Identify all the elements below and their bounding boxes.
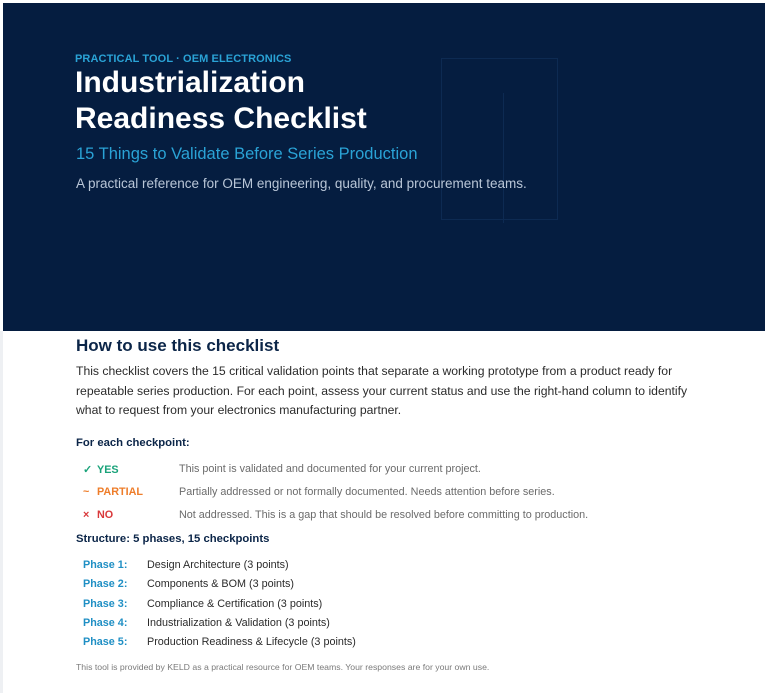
structure-heading: Structure: 5 phases, 15 checkpoints xyxy=(76,533,270,545)
intro-paragraph: This checklist covers the 15 critical validation points that separate a working prototype from a product ready for repeatable series production. For each point, assess your current status and use the right-hand column to identify what to request from your electronics manufacturing partner. xyxy=(76,364,688,417)
phase-name: Design Architecture (3 points) xyxy=(147,559,289,571)
cross-icon: × xyxy=(83,509,90,521)
phase-label: Phase 2: xyxy=(83,578,128,590)
page-tagline: A practical reference for OEM engineering, quality, and procurement teams. xyxy=(76,176,527,191)
section-heading: How to use this checklist xyxy=(76,336,280,355)
page-edge xyxy=(0,331,3,693)
status-no-label: × NO xyxy=(83,509,114,521)
eyebrow-label: PRACTICAL TOOL · OEM ELECTRONICS xyxy=(75,53,292,65)
checkpoint-heading: For each checkpoint: xyxy=(76,437,190,449)
title-line-2: Readiness Checklist xyxy=(75,102,367,135)
page-subtitle: 15 Things to Validate Before Series Production xyxy=(76,145,418,163)
phase-name: Compliance & Certification (3 points) xyxy=(147,598,323,610)
status-no-description: Not addressed. This is a gap that should be resolved before committing to production. xyxy=(179,509,589,521)
phase-name: Industrialization & Validation (3 points) xyxy=(147,617,330,629)
phase-label: Phase 3: xyxy=(83,598,128,610)
status-partial-label: ~ PARTIAL xyxy=(83,486,143,498)
title-line-1: Industrialization xyxy=(75,66,306,99)
phase-name: Production Readiness & Lifecycle (3 points) xyxy=(147,636,356,648)
status-partial-description: Partially addressed or not formally documented. Needs attention before series. xyxy=(179,486,555,498)
phase-label: Phase 5: xyxy=(83,636,128,648)
status-yes-label: ✓ YES xyxy=(83,464,119,476)
phase-label: Phase 4: xyxy=(83,617,128,629)
check-icon: ✓ xyxy=(83,464,93,476)
decorative-line xyxy=(503,93,504,223)
tilde-icon: ~ xyxy=(83,486,90,498)
hero-banner xyxy=(3,3,765,331)
phase-name: Components & BOM (3 points) xyxy=(147,578,295,590)
phase-label: Phase 1: xyxy=(83,559,128,571)
footnote: This tool is provided by KELD as a practical resource for OEM teams. Your responses are for your own use. xyxy=(76,662,490,672)
status-yes-description: This point is validated and documented for your current project. xyxy=(179,463,481,475)
page-title xyxy=(75,65,495,137)
